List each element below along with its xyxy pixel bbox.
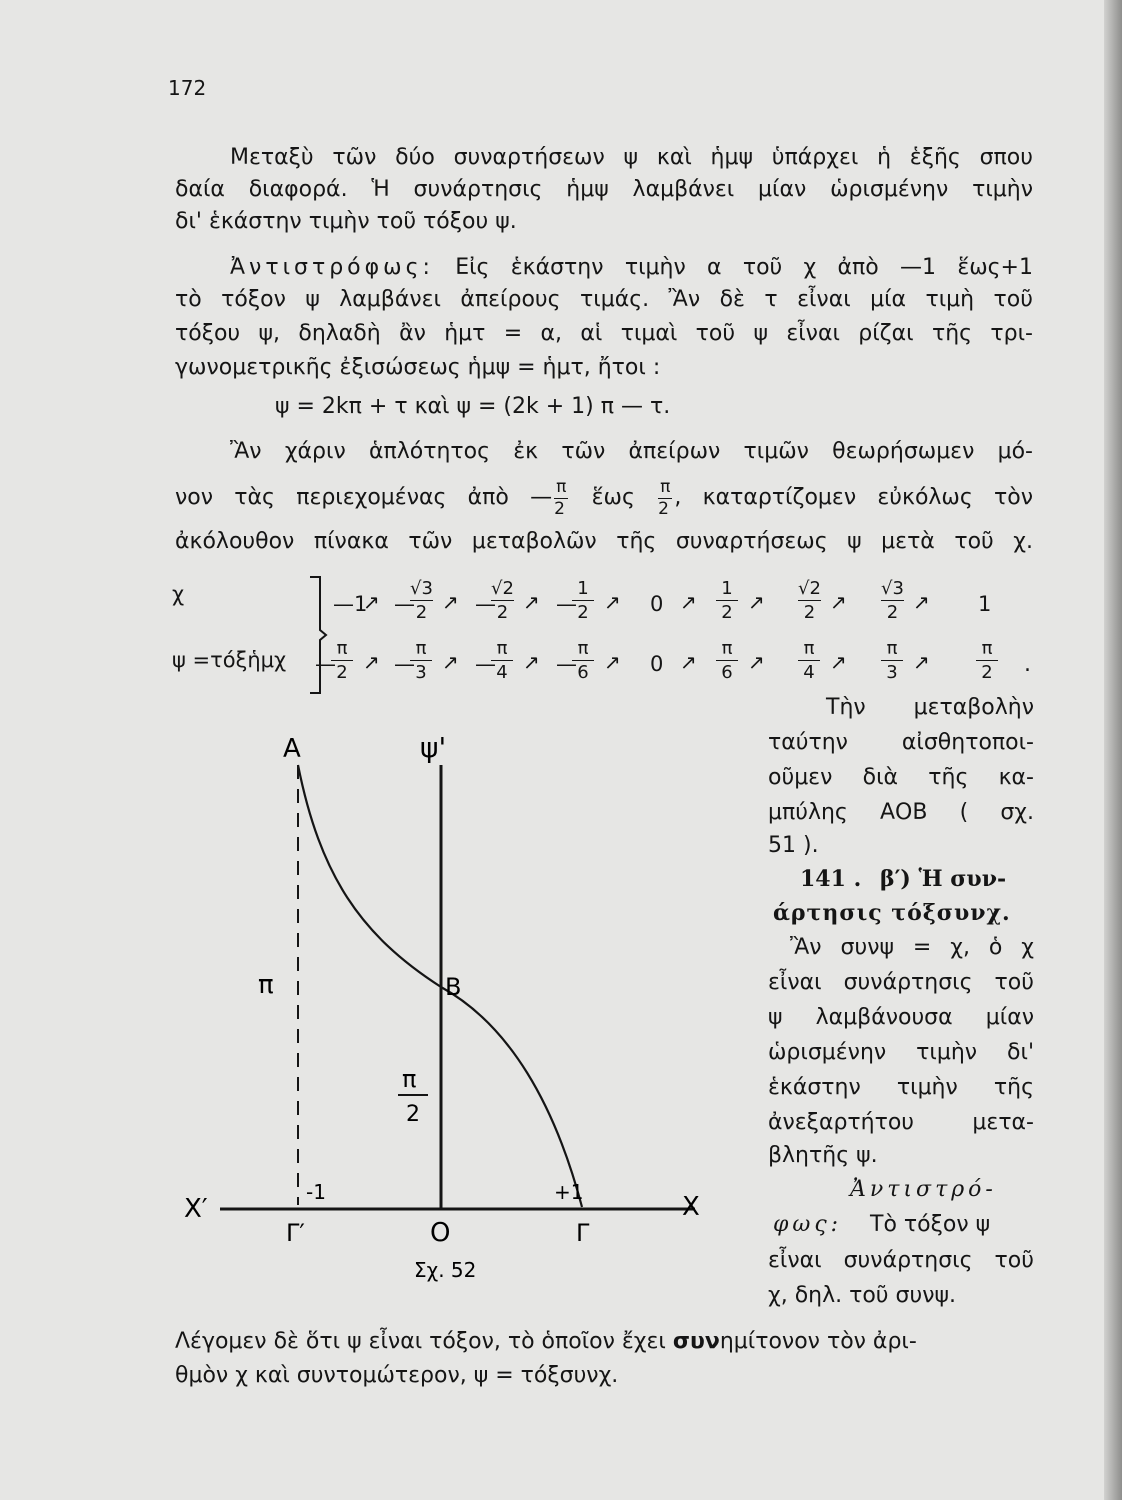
label-A: Α (283, 734, 301, 764)
psi-sign: — (556, 652, 577, 676)
x-value: 1 (978, 592, 992, 616)
psi-fraction: π 4 (798, 640, 820, 682)
table-brace (306, 575, 330, 695)
psi-value: 0 (650, 652, 664, 676)
x-fraction: √3 2 (410, 578, 433, 623)
label-psi: ψ' (420, 731, 447, 764)
increase-arrow-icon: ↗ (523, 650, 540, 674)
x-fraction: 1 2 (716, 580, 738, 622)
text-line: δαία διαφορά. Ἡ συνάρτησις ἡμψ λαμβάνει μίαν ὡρισμένην τιμὴν (175, 177, 1033, 202)
label-O: Ο (430, 1218, 451, 1248)
text-span: ἕως (591, 485, 635, 510)
x-fraction: √3 2 (881, 578, 904, 623)
spaced-word: Ἀντιστρό- (850, 1177, 997, 1202)
section-title: β′) Ἡ συν- (880, 866, 1007, 892)
side-text-line: χ, δηλ. τοῦ συνψ. (768, 1283, 956, 1308)
section-number: 141 . (800, 866, 862, 892)
increase-arrow-icon: ↗ (680, 650, 697, 674)
book-spine-shadow (1104, 0, 1122, 1500)
label-Gprime: Γ′ (286, 1219, 305, 1247)
text-span: νον τὰς περιεχομένας ἀπὸ — (175, 485, 553, 510)
side-text-line: ταύτην αἰσθητοποι- (768, 730, 1034, 755)
side-text-line: Τὴν μεταβολὴν (826, 695, 1034, 720)
table-end-mark: . (1024, 652, 1031, 677)
psi-fraction: π 3 (881, 640, 903, 682)
side-text-line: εἶναι συνάρτησις τοῦ (768, 1248, 1034, 1273)
side-text-line: ἑκάστην τιμὴν τῆς (768, 1075, 1034, 1100)
increase-arrow-icon: ↗ (748, 650, 765, 674)
increase-arrow-icon: ↗ (913, 650, 930, 674)
x-fraction: √2 2 (491, 578, 514, 623)
fraction: $\frac{\pi}{2}$ (554, 476, 567, 519)
spaced-word: φως: (773, 1212, 843, 1237)
formula: ψ = 2kπ + τ καὶ ψ = (2k + 1) π — τ. (275, 394, 671, 419)
increase-arrow-icon: ↗ (363, 590, 380, 614)
x-sign: — (556, 592, 577, 616)
text-line: γωνομετρικῆς ἐξισώσεως ἡμψ = ἡμτ, ἤτοι : (175, 355, 661, 380)
increase-arrow-icon: ↗ (830, 650, 847, 674)
x-fraction: √2 2 (798, 578, 821, 623)
increase-arrow-icon: ↗ (604, 650, 621, 674)
label-pi: π (258, 970, 274, 1000)
psi-fraction: π 2 (976, 640, 998, 682)
increase-arrow-icon: ↗ (442, 650, 459, 674)
text-line: δι' ἑκάστην τιμὴν τοῦ τόξου ψ. (175, 209, 517, 234)
text-line: Ἂν χάριν ἁπλότητος ἐκ τῶν ἀπείρων τιμῶν θεωρήσωμεν μό- (230, 439, 1033, 464)
increase-arrow-icon: ↗ (680, 590, 697, 614)
text-line: Μεταξὺ τῶν δύο συναρτήσεων ψ καὶ ἡμψ ὑπάρχει ἡ ἑξῆς σπου (230, 145, 1033, 170)
psi-sign: — (315, 652, 336, 676)
label-pi-half-den: 2 (406, 1102, 420, 1127)
increase-arrow-icon: ↗ (830, 590, 847, 614)
increase-arrow-icon: ↗ (363, 650, 380, 674)
increase-arrow-icon: ↗ (748, 590, 765, 614)
side-text-line: 51 ). (768, 833, 819, 858)
text-line: ἀκόλουθον πίνακα τῶν μεταβολῶν τῆς συναρτήσεως ψ μετὰ τοῦ χ. (175, 529, 1033, 554)
label-B: Β (445, 973, 462, 1001)
label-pi-half-num: π (402, 1065, 417, 1093)
x-value: —1 (333, 592, 368, 616)
psi-fraction: π 3 (410, 640, 432, 682)
bold-syllable: συν (672, 1329, 720, 1354)
text-line (175, 478, 1033, 528)
fraction: $\frac{\pi}{2}$ (658, 476, 671, 519)
text-span: Τὸ τόξον ψ (870, 1212, 991, 1237)
label-plus1: +1 (554, 1180, 584, 1204)
text-line: τόξου ψ, δηλαδὴ ἂν ἡμτ = α, αἱ τιμαὶ τοῦ ψ εἶναι ρίζαι τῆς τρι- (175, 321, 1033, 346)
increase-arrow-icon: ↗ (523, 590, 540, 614)
label-G: Γ (576, 1219, 590, 1247)
x-sign: — (394, 592, 415, 616)
side-text-line: οῦμεν διὰ τῆς κα- (768, 765, 1034, 790)
label-Xprime: Χ′ (184, 1194, 208, 1224)
page-number: 172 (168, 76, 207, 100)
side-text-line: ψ λαμβάνουσα μίαν (768, 1005, 1034, 1030)
x-value: 0 (650, 592, 664, 616)
figure-caption: Σχ. 52 (414, 1258, 477, 1282)
psi-fraction: π 6 (572, 640, 594, 682)
figure-arc-cosine (170, 725, 730, 1295)
x-sign: — (475, 592, 496, 616)
x-fraction: 1 2 (572, 580, 594, 622)
increase-arrow-icon: ↗ (604, 590, 621, 614)
text-span: , καταρτίζομεν εὐκόλως τὸν (674, 485, 1034, 510)
increase-arrow-icon: ↗ (442, 590, 459, 614)
label-minus1: -1 (306, 1180, 326, 1204)
side-text-line: εἶναι συνάρτησις τοῦ (768, 970, 1034, 995)
text-line: τὸ τόξον ψ λαμβάνει ἀπείρους τιμάς. Ἂν δὲ τ εἶναι μία τιμὴ τοῦ (175, 287, 1033, 312)
side-text-line: ὡρισμένην τιμὴν δι' (768, 1040, 1034, 1065)
side-text-line: Ἂν συνψ = χ, ὁ χ (790, 935, 1034, 960)
table-label-psi: ψ =τόξἡμχ (172, 648, 287, 672)
side-text-line: ἀνεξαρτήτου μετα- (768, 1110, 1034, 1135)
psi-fraction: π 6 (716, 640, 738, 682)
text-line: Λέγομεν δὲ ὅτι ψ εἶναι τόξον, τὸ ὁποῖον ἔχει συνημίτονον τὸν ἀρι- (175, 1329, 917, 1354)
spaced-word: Ἀντιστρόφως: (230, 255, 434, 280)
text-line (230, 252, 1033, 284)
psi-fraction: π 4 (491, 640, 513, 682)
psi-sign: — (475, 652, 496, 676)
label-X: Χ (682, 1192, 700, 1222)
side-text-line: βλητῆς ψ. (768, 1143, 878, 1168)
section-title: άρτησις τόξσυνχ. (773, 900, 1011, 926)
text-line: θμὸν χ καὶ συντομώτερον, ψ = τόξσυνχ. (175, 1363, 619, 1388)
table-label-x: χ (172, 582, 185, 606)
increase-arrow-icon: ↗ (913, 590, 930, 614)
psi-fraction: π 2 (331, 640, 353, 682)
text-span: Εἰς ἑκάστην τιμὴν α τοῦ χ ἀπὸ —1 ἕως+1 (455, 255, 1033, 280)
side-text-line: μπύλης ΑΟΒ ( σχ. (768, 800, 1034, 825)
psi-sign: — (394, 652, 415, 676)
